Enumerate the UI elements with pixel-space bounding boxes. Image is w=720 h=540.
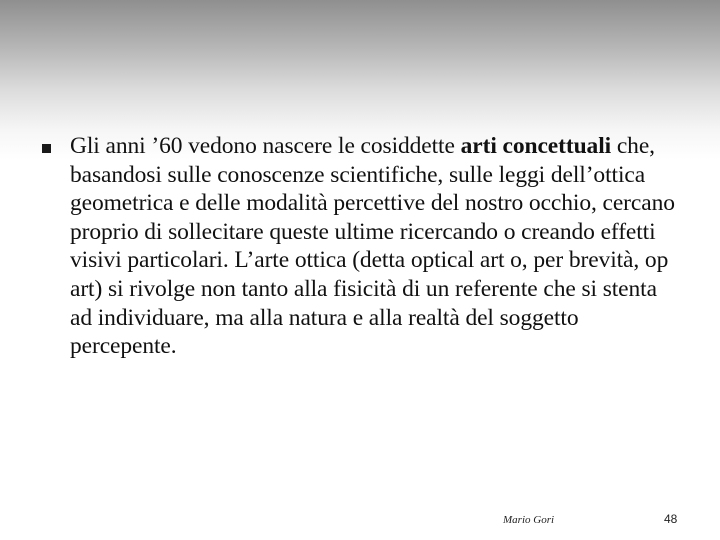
bullet-text-bold: arti concettuali [460,133,612,159]
bullet-text-start: Gli anni ’60 vedono nascere le cosiddette [70,133,461,159]
bullet-text [70,132,680,361]
slide-number: 48 [664,512,678,526]
bullet-text-end: che, basandosi sulle conoscenze scientifiche, sulle leggi dell’ottica geometrica e delle modalità percettive del nostro occhio, cercano proprio di sollecitare queste ultime ricercando o creando effetti visivi particolari. L’arte ottica (detta optical art o, per brevità, op art) si rivolge non tanto alla fisicità di un referente che si stenta ad individuare, ma alla natura e alla realtà del soggetto percepente. [70,133,675,360]
square-bullet-icon [42,144,51,153]
footer-author: Mario Gori [503,514,555,526]
